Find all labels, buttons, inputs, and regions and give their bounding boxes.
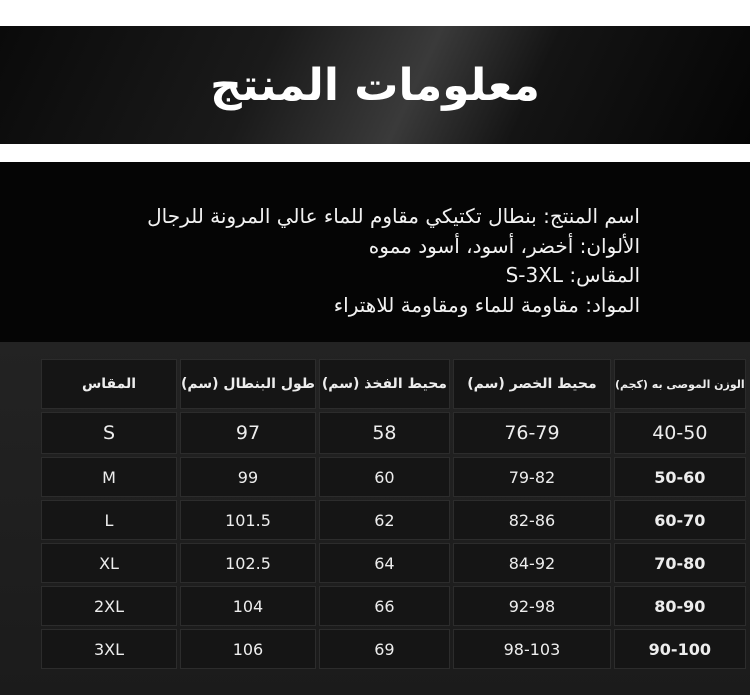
cell-size: XL [41,543,177,583]
product-colors-line: الألوان: أخضر، أسود، أسود مموه [368,233,640,258]
product-material-line: المواد: مقاومة للماء ومقاومة للاهتراء [333,292,640,317]
cell-weight: 80-90 [614,586,746,626]
cell-size: 3XL [41,629,177,669]
title-banner [0,26,750,144]
cell-size: L [41,500,177,540]
header-thigh: محيط الفخذ (سم) [319,359,450,409]
header-weight: الوزن الموصى به (كجم) [614,359,746,409]
cell-weight: 90-100 [614,629,746,669]
header-waist: محيط الخصر (سم) [453,359,611,409]
table-row [41,543,746,583]
cell-thigh: 64 [319,543,450,583]
header-size: المقاس [41,359,177,409]
cell-weight: 50-60 [614,457,746,497]
cell-thigh: 58 [319,412,450,454]
table-row [41,457,746,497]
cell-length: 97 [180,412,316,454]
product-name-line: اسم المنتج: بنطال تكتيكي مقاوم للماء عالي المرونة للرجال [147,204,640,228]
size-chart-panel [0,342,750,695]
table-row [41,629,746,669]
table-row [41,586,746,626]
page-title: معلومات المنتج [210,59,540,111]
cell-waist: 82-86 [453,500,611,540]
cell-waist: 79-82 [453,457,611,497]
cell-waist: 92-98 [453,586,611,626]
cell-size: S [41,412,177,454]
cell-weight: 60-70 [614,500,746,540]
size-chart-table [38,356,749,672]
cell-length: 102.5 [180,543,316,583]
cell-size: 2XL [41,586,177,626]
table-row [41,500,746,540]
cell-length: 101.5 [180,500,316,540]
cell-thigh: 60 [319,457,450,497]
cell-thigh: 69 [319,629,450,669]
cell-size: M [41,457,177,497]
cell-length: 104 [180,586,316,626]
product-size-line: المقاس: S-3XL [505,263,640,287]
header-length: طول البنطال (سم) [180,359,316,409]
cell-thigh: 66 [319,586,450,626]
cell-length: 99 [180,457,316,497]
cell-length: 106 [180,629,316,669]
cell-waist: 76-79 [453,412,611,454]
cell-weight: 40-50 [614,412,746,454]
cell-waist: 98-103 [453,629,611,669]
table-row [41,412,746,454]
table-header-row [41,359,746,409]
product-info-panel [0,162,750,342]
cell-weight: 70-80 [614,543,746,583]
product-info-list [147,202,640,320]
cell-waist: 84-92 [453,543,611,583]
cell-thigh: 62 [319,500,450,540]
